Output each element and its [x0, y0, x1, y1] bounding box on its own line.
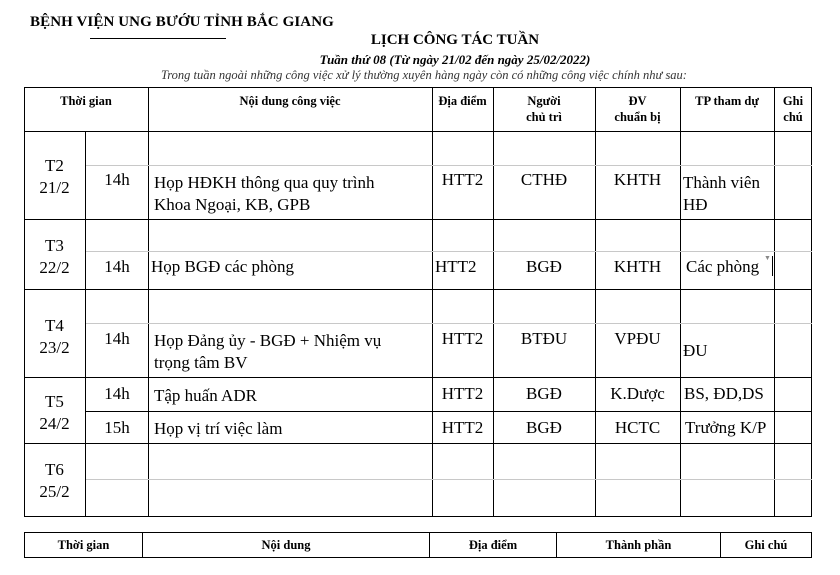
table-row-content: Họp vị trí việc làm	[154, 419, 283, 438]
col-chair-header: Người chủ trì	[526, 94, 562, 124]
table-row-content: Họp BGĐ các phòng	[151, 257, 295, 276]
table-row-place: HTT2	[441, 329, 484, 348]
table-row-time: 14h	[104, 170, 130, 189]
footer-place-header: Địa điểm	[468, 538, 518, 552]
table-row-attend[interactable]: Các phòng	[686, 257, 760, 276]
table-row-time: 15h	[104, 418, 130, 437]
table-row-prep: HCTC	[614, 418, 661, 437]
col-prep-header: ĐV chuẩn bị	[614, 94, 661, 124]
col-place-header: Địa điểm	[438, 94, 487, 108]
table-row-chair: BGĐ	[526, 384, 562, 403]
table-row-chair: BGĐ	[526, 418, 562, 437]
hospital-name: BỆNH VIỆN UNG BƯỚU TỈNH BẮC GIANG	[30, 14, 334, 30]
week-subtitle: Tuần thứ 08 (Từ ngày 21/02 đến ngày 25/02/2022)	[319, 52, 591, 67]
col-time-header: Thời gian	[60, 94, 112, 108]
table-row-time: 14h	[104, 329, 130, 348]
footer-note-header: Ghi chú	[744, 538, 788, 552]
table-row-place: HTT2	[441, 418, 484, 437]
table-row-prep: VPĐU	[614, 329, 661, 348]
col-content-header: Nội dung công việc	[239, 94, 341, 108]
table-row-place: HTT2	[441, 170, 484, 189]
day-label: T3 22/2	[39, 236, 70, 277]
dropdown-arrow-icon[interactable]: ▼	[764, 254, 771, 262]
table-row-chair: BGĐ	[526, 257, 562, 276]
table-row-chair: BTĐU	[520, 329, 568, 348]
table-row-content: Tập huấn ADR	[154, 386, 257, 405]
table-row-content: Họp HĐKH thông qua quy trình Khoa Ngoại, KB, GPB	[154, 173, 375, 214]
table-row-place: HTT2	[435, 257, 477, 276]
day-label: T4 23/2	[39, 316, 70, 357]
footer-content-header: Nội dung	[261, 538, 311, 552]
col-note-header: Ghi chú	[782, 94, 804, 124]
intro-text: Trong tuần ngoài những công việc xử lý thường xuyên hàng ngày còn có những công việc chính như sau:	[161, 68, 687, 82]
footer-members-header: Thành phần	[605, 538, 672, 552]
table-row-prep: K.Dược	[610, 384, 665, 403]
day-label: T5 24/2	[39, 392, 70, 433]
text-cursor	[772, 256, 773, 276]
footer-table	[24, 532, 812, 558]
table-row-attend: Trưởng K/P	[685, 418, 767, 437]
day-label: T6 25/2	[39, 460, 70, 501]
table-row-prep: KHTH	[613, 170, 662, 189]
day-label: T2 21/2	[39, 156, 70, 197]
schedule-table	[24, 87, 812, 517]
col-attend-header: TP tham dự	[695, 94, 759, 108]
table-row-content: Họp Đảng ủy - BGĐ + Nhiệm vụ trọng tâm BV	[154, 331, 382, 372]
table-row-place: HTT2	[441, 384, 484, 403]
page-title: LỊCH CÔNG TÁC TUẦN	[370, 32, 540, 48]
table-row-attend: BS, ĐD,DS	[684, 384, 764, 403]
table-row-time: 14h	[104, 384, 130, 403]
footer-time-header: Thời gian	[57, 538, 110, 552]
table-row-attend: Thành viên HĐ	[683, 173, 760, 214]
table-row-attend: ĐU	[683, 341, 708, 360]
table-row-time: 14h	[104, 257, 130, 276]
table-row-prep: KHTH	[613, 257, 662, 276]
table-row-chair: CTHĐ	[520, 170, 568, 189]
